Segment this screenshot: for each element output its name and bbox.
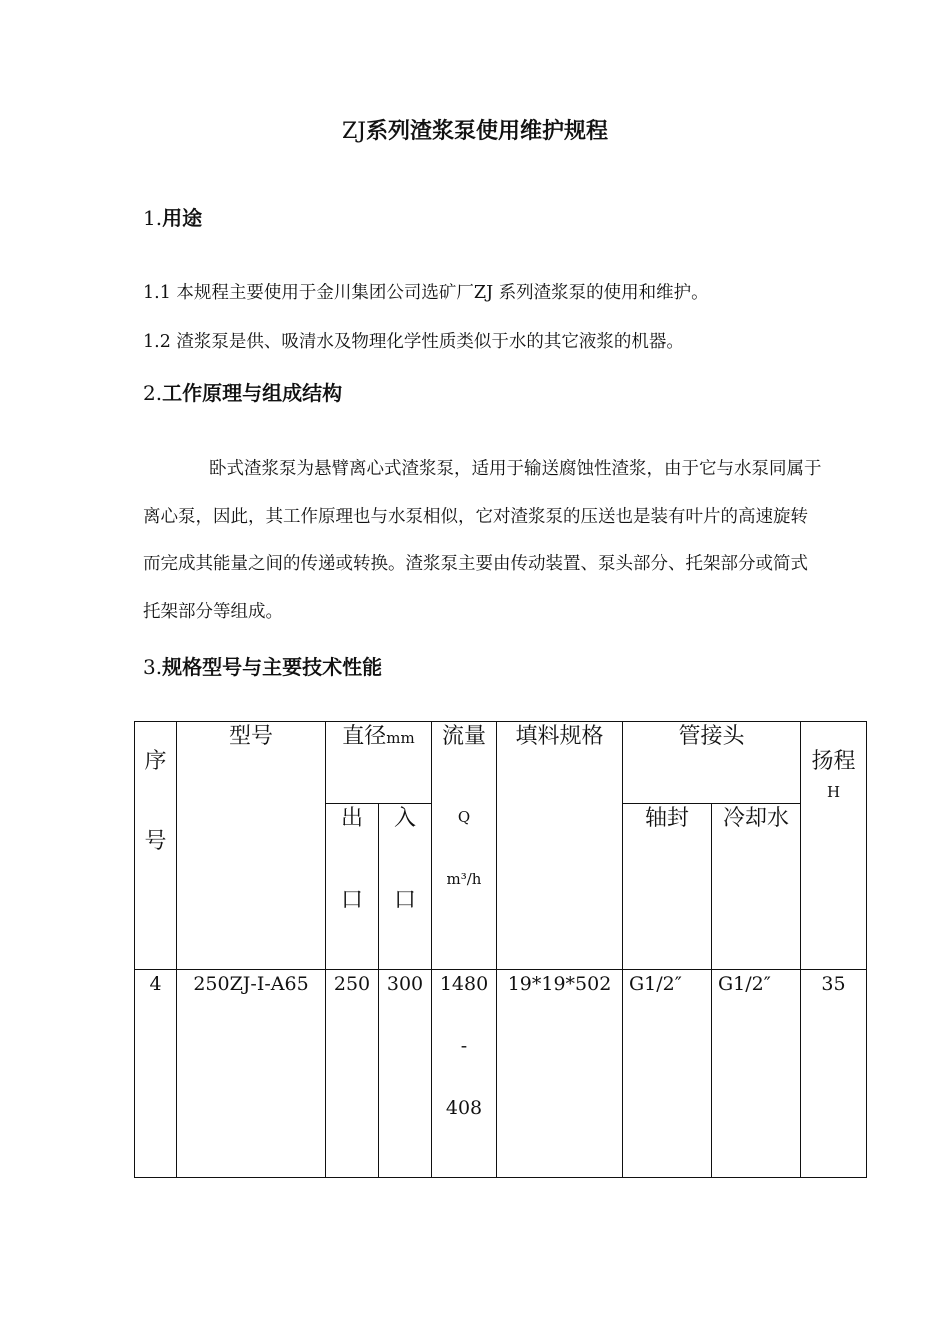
table-row xyxy=(135,970,867,1178)
section-3-heading: 3.规格型号与主要技术性能 xyxy=(143,655,383,679)
header-flow: 流量 Q m³/h xyxy=(432,722,497,970)
header-cooling-water: 冷却水 xyxy=(712,804,801,970)
section-2-paragraph: 卧式渣浆泵为悬臂离心式渣浆泵，适用于输送腐蚀性渣浆，由于它与水泵同属于离心泵，因此，其工作原理也与水泵相似，它对渣浆泵的压送也是装有叶片的高速旋转而完成其能量之间的传递或转换。渣浆泵主要由传动装置、泵头部分、托架部分或简式托架部分等组成。 xyxy=(143,459,822,622)
header-packing: 填料规格 xyxy=(497,722,623,970)
cell-outlet: 250 xyxy=(326,970,379,1178)
paragraph-1-1: 1.1 本规程主要使用于金川集团公司选矿厂ZJ 系列渣浆泵的使用和维护。 xyxy=(143,283,709,303)
header-seq: 序 号 xyxy=(135,722,177,970)
header-head: 扬程 H xyxy=(801,722,867,970)
header-pipe-joint: 管接头 xyxy=(623,722,801,804)
section-2-heading: 2.工作原理与组成结构 xyxy=(143,381,343,405)
header-shaft-seal: 轴封 xyxy=(623,804,712,970)
page-title: ZJ系列渣浆泵使用维护规程 xyxy=(341,119,609,144)
spec-table xyxy=(134,721,867,1178)
paragraph-1-2: 1.2 渣浆泵是供、吸清水及物理化学性质类似于水的其它液浆的机器。 xyxy=(143,332,684,352)
section-1-heading: 1.用途 xyxy=(143,206,203,230)
header-diameter: 直径mm xyxy=(326,722,432,804)
cell-model: 250ZJ-I-A65 xyxy=(177,970,326,1178)
header-outlet: 出 口 xyxy=(326,804,379,970)
cell-inlet: 300 xyxy=(379,970,432,1178)
header-inlet: 入 口 xyxy=(379,804,432,970)
cell-head: 35 xyxy=(801,970,867,1178)
cell-shaft-seal: G1/2″ xyxy=(623,970,712,1178)
header-model: 型号 xyxy=(177,722,326,970)
cell-seq: 4 xyxy=(135,970,177,1178)
cell-flow: 1480 - 408 xyxy=(432,970,497,1178)
cell-packing: 19*19*502 xyxy=(497,970,623,1178)
cell-cooling-water: G1/2″ xyxy=(712,970,801,1178)
